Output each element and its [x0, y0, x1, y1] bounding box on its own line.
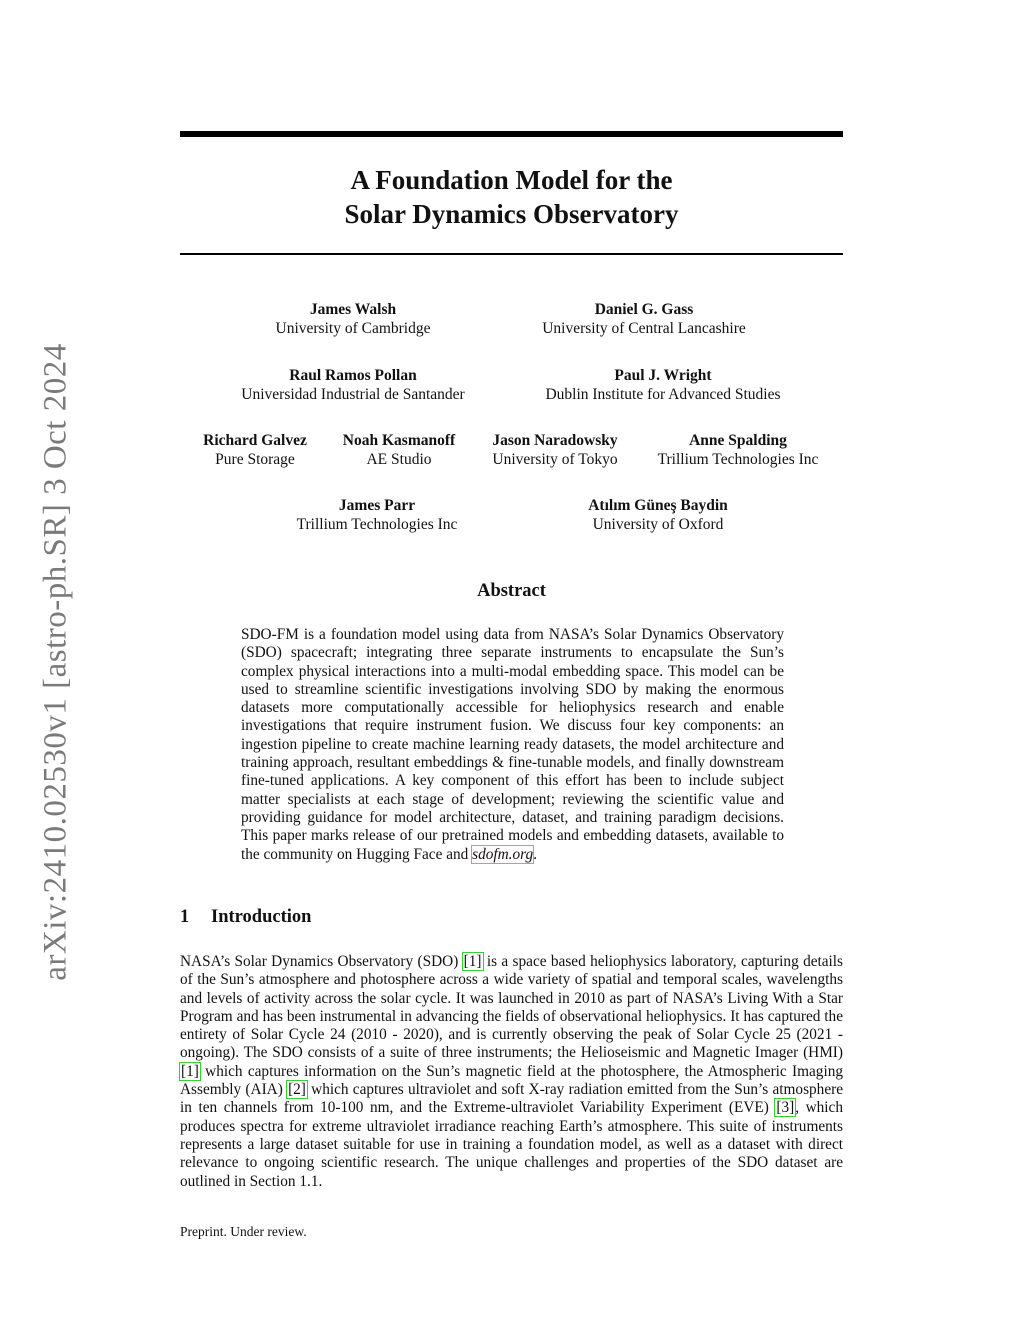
- author-affiliation: University of Oxford: [592, 515, 724, 533]
- citation-link[interactable]: [2]: [288, 1081, 306, 1099]
- section-heading-introduction: [180, 907, 311, 928]
- author-affiliation: Dublin Institute for Advanced Studies: [545, 385, 781, 403]
- abstract-end: .: [533, 845, 538, 863]
- intro-text: NASA’s Solar Dynamics Observatory (SDO): [180, 953, 463, 970]
- citation-link[interactable]: [1]: [463, 953, 482, 970]
- author-name: Jason Naradowsky: [492, 432, 618, 449]
- author-block: [542, 301, 746, 338]
- section-number: 1: [180, 907, 190, 927]
- abstract-heading: Abstract: [477, 581, 546, 601]
- author-block: [588, 497, 728, 534]
- author-affiliation: University of Central Lancashire: [542, 319, 746, 337]
- intro-text: which captures information on the Sun’s magnetic field at the photosphere, the Atmospheric Imaging Assembly (AIA): [180, 1062, 843, 1099]
- author-affiliation: Universidad Industrial de Santander: [241, 385, 465, 403]
- author-block: [203, 432, 307, 469]
- section-title: Introduction: [211, 907, 312, 927]
- author-name: James Parr: [338, 497, 416, 514]
- author-block: [343, 432, 455, 469]
- citation-link[interactable]: [1]: [181, 1062, 199, 1080]
- title-bottom-rule: [180, 253, 843, 255]
- abstract-paragraph: SDO-FM is a foundation model using data from NASA’s Solar Dynamics Observatory (SDO) spacecraft; integrating three separate instruments to encapsulate the Sun’s complex physical interactions into a multi-modal embedding space. This model can be used to streamline scientific investigations involving SDO by making the enormous datasets more computationally accessible for heliophysics research and enable investigations that require instrument fusion. We discuss four key components: an ingestion pipeline to create machine learning ready datasets, the model architecture and training approach, resultant embeddings & fine-tunable models, and finally downstream fine-tuned applications. A key component of this effort has been to include subject matter specialists at each stage of development; reviewing the scientific value and providing guidance for model architecture, dataset, and training paradigm decisions. This paper marks release of our pretrained models and embedding datasets, available to the community on Hugging Face and: [241, 626, 784, 863]
- author-name: Anne Spalding: [689, 432, 787, 449]
- sdofm-link[interactable]: sdofm.org: [472, 845, 534, 863]
- arxiv-identifier: arXiv:2410.02530v1 [astro-ph.SR] 3 Oct 2024: [37, 343, 74, 981]
- author-affiliation: University of Cambridge: [275, 319, 431, 337]
- author-affiliation: Pure Storage: [215, 450, 295, 468]
- author-name: Atılım Güneş Baydin: [588, 497, 728, 514]
- abstract-text: [241, 626, 784, 864]
- author-affiliation: AE Studio: [366, 450, 432, 468]
- preprint-footer: Preprint. Under review.: [180, 1224, 307, 1239]
- author-affiliation: Trillium Technologies Inc: [296, 515, 458, 533]
- author-block: [297, 497, 458, 534]
- intro-text: which captures ultraviolet and soft X-ray radiation emitted from the Sun’s atmosphere in ten channels from 10-100 nm, and the Extreme-ultraviolet Variability Experiment (EVE): [180, 1081, 843, 1117]
- author-name: Richard Galvez: [203, 432, 307, 449]
- author-block: [276, 301, 431, 338]
- title-line-2: Solar Dynamics Observatory: [344, 199, 679, 229]
- author-block: [241, 367, 464, 404]
- author-affiliation: Trillium Technologies Inc: [657, 450, 819, 468]
- author-name: Noah Kasmanoff: [342, 432, 456, 449]
- citation-link[interactable]: [3]: [776, 1099, 795, 1117]
- introduction-paragraph: [180, 953, 843, 1191]
- title-line-1: A Foundation Model for the: [350, 165, 673, 195]
- author-affiliation: University of Tokyo: [492, 450, 618, 468]
- title-top-rule: [180, 131, 843, 137]
- author-block: [545, 367, 780, 404]
- paper-title: [180, 163, 843, 231]
- author-name: Raul Ramos Pollan: [289, 367, 417, 384]
- author-name: Daniel G. Gass: [594, 301, 694, 318]
- author-name: James Walsh: [309, 301, 397, 318]
- author-block: [658, 432, 819, 469]
- author-block: [492, 432, 617, 469]
- intro-text: is a space based heliophysics laboratory, capturing details of the Sun’s atmosphere and photosphere across a wide variety of spatial and temporal scales, wavelengths and levels of activity across the solar cycle. It was launched in 2010 as part of NASA’s Living With a Star Program and has been instrumental in advancing the fields of observational heliophysics. It has captured the entirety of Solar Cycle 24 (2010 - 2020), and is currently observing the peak of Solar Cycle 25 (2021 - ongoing). The SDO consists of a suite of three instruments; the Helioseismic and Magnetic Imager (HMI): [180, 953, 843, 1062]
- intro-text: , which produces spectra for extreme ultraviolet irradiance reaching Earth’s atmosphere. This suite of instruments represents a large dataset suitable for use in training a foundation model, as well as a dataset with direct relevance to ongoing scientific research. The unique challenges and properties of the SDO dataset are outlined in Section 1.1.: [180, 1099, 843, 1190]
- author-name: Paul J. Wright: [614, 367, 712, 384]
